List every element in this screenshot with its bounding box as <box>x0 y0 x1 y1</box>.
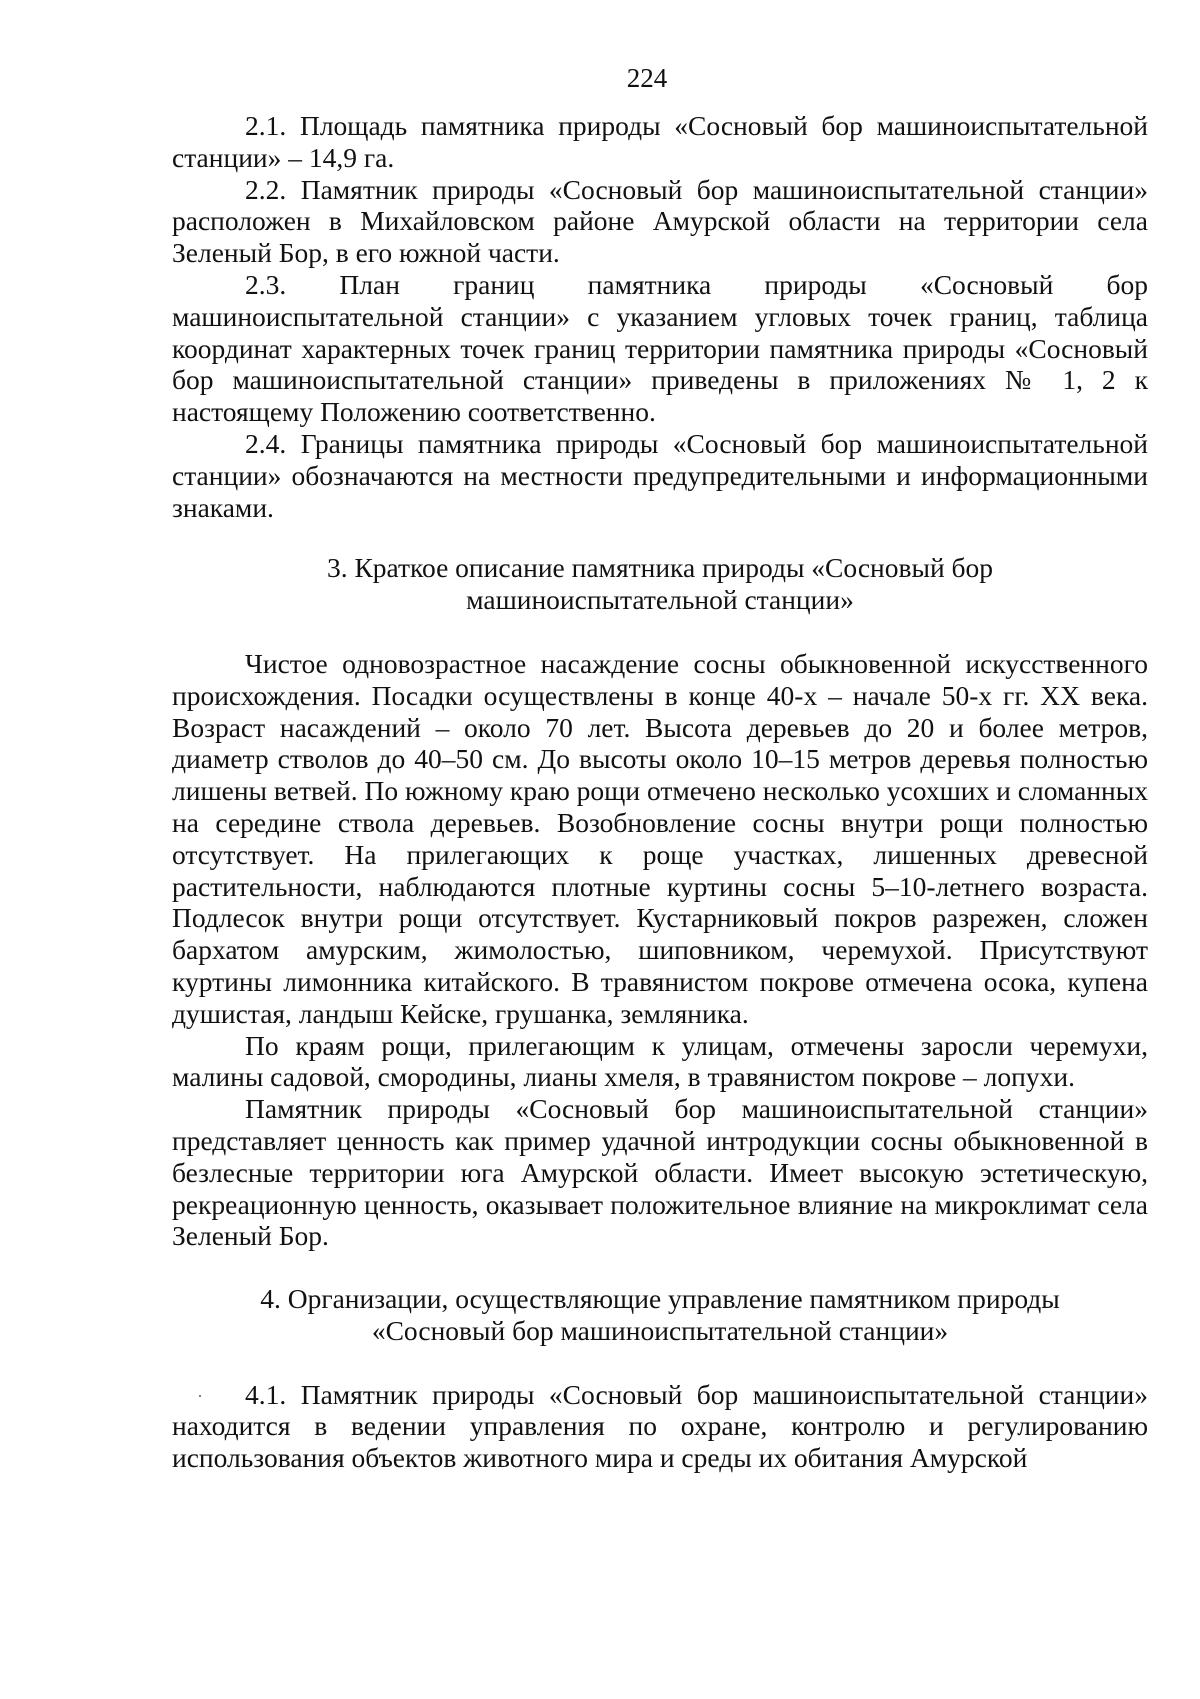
section-4-heading <box>172 1283 1148 1347</box>
section-4-heading-line-2: «Сосновый бор машиноиспытательной станции» <box>371 1314 949 1346</box>
section-3-paragraph-2: По краям рощи, прилегающим к улицам, отмечены заросли черемухи, малины садовой, смородины, лианы хмеля, в травянистом покрове – лопухи. <box>172 1029 1148 1093</box>
paragraph-2-3: 2.3. План границ памятника природы «Сосновый бор машиноиспытательной станции» с указанием угловых точек границ, таблица координат характерных точек границ территории памятника природы «Сосновый бор машиноиспытательной станции» приведены в приложениях № 1, 2 к настоящему Положению соответственно. <box>172 268 1148 428</box>
paragraph-2-4: 2.4. Границы памятника природы «Сосновый бор машиноиспытательной станции» обозначаются на местности предупредительными и информационными знаками. <box>172 427 1148 523</box>
paragraph-2-2: 2.2. Памятник природы «Сосновый бор машиноиспытательной станции» расположен в Михайловском районе Амурской области на территории села Зеленый Бор, в его южной части. <box>172 173 1148 269</box>
page-number: 224 <box>626 63 668 93</box>
document-body <box>172 110 1148 1474</box>
section-4-heading-line-1: 4. Организации, осуществляющие управление памятником природы <box>260 1283 1060 1315</box>
section-3-heading-line-1: 3. Краткое описание памятника природы «Сосновый бор <box>326 552 994 584</box>
paragraph-2-1: 2.1. Площадь памятника природы «Сосновый бор машиноиспытательной станции» – 14,9 га. <box>172 110 1148 173</box>
section-3-paragraph-3: Памятник природы «Сосновый бор машиноиспытательной станции» представляет ценность как пример удачной интродукции сосны обыкновенной в безлесные территории юга Амурской области. Имеет высокую эстетическую, рекреационную ценность, оказывает положительное влияние на микроклимат села Зеленый Бор. <box>172 1093 1148 1252</box>
section-3-heading-line-2: машиноиспытательной станции» <box>466 584 854 616</box>
scan-speck <box>199 1395 201 1397</box>
section-3-heading <box>172 552 1148 616</box>
paragraph-4-1: 4.1. Памятник природы «Сосновый бор машиноиспытательной станции» находится в ведении управления по охране, контролю и регулированию использования объектов животного мира и среды их обитания Амурской <box>172 1378 1148 1474</box>
section-3-paragraph-1: Чистое одновозрастное насаждение сосны обыкновенной искусственного происхождения. Посадки осуществлены в конце 40-х – начале 50-х гг. XX века. Возраст насаждений – около 70 лет. Высота деревьев до 20 и более метров, диаметр стволов до 40–50 см. До высоты около 10–15 метров деревья полностью лишены ветвей. По южному краю рощи отмечено несколько усохших и сломанных на середине ствола деревьев. Возобновление сосны внутри рощи полностью отсутствует. На прилегающих к роще участках, лишенных древесной растительности, наблюдаются плотные куртины сосны 5–10-летнего возраста. Подлесок внутри рощи отсутствует. Кустарниковый покров разрежен, сложен бархатом амурским, жимолостью, шиповником, черемухой. Присутствуют куртины лимонника китайского. В травянистом покрове отмечена осока, купена душистая, ландыш Кейске, грушанка, земляника. <box>172 647 1148 1029</box>
